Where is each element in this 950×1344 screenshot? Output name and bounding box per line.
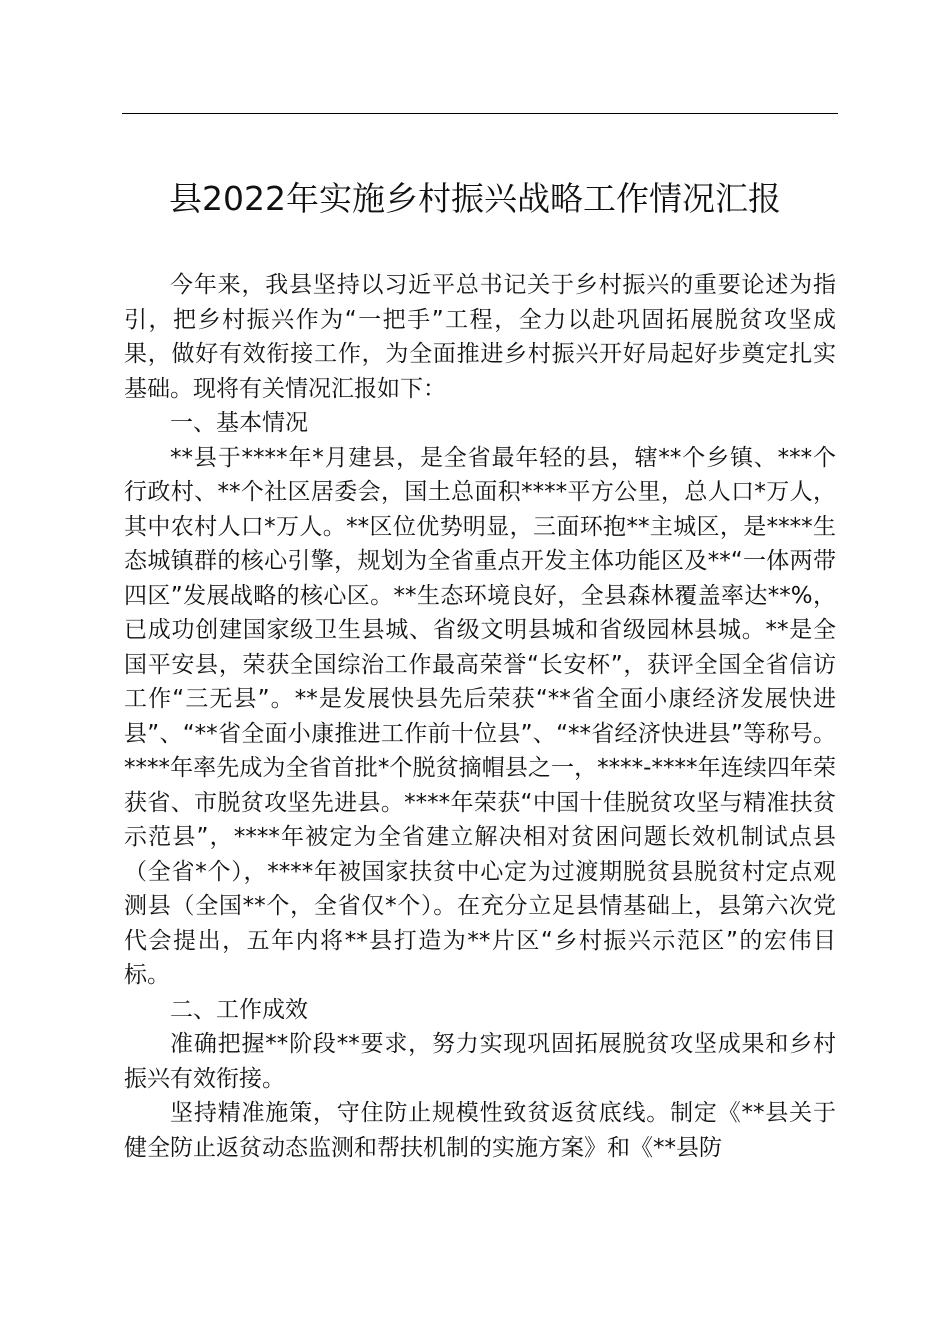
header-rule	[122, 113, 838, 114]
work-results-paragraph: 准确把握**阶段**要求，努力实现巩固拓展脱贫攻坚成果和乡村振兴有效衔接。	[124, 1031, 836, 1092]
precise-policy-paragraph: 坚持精准施策，守住防止规模性致贫返贫底线。制定《**县关于健全防止返贫动态监测和帮扶机制的实施方案》和《**县防	[124, 1100, 836, 1161]
section-heading-work-results: 二、工作成效	[170, 996, 308, 1023]
document-title: 县2022年实施乡村振兴战略工作情况汇报	[169, 179, 781, 218]
basic-situation-paragraph: **县于****年*月建县，是全省最年轻的县，辖**个乡镇、***个行政村、**个社区居委会，国土总面积****平方公里，总人口*万人，其中农村人口*万人。**区位优势明显，三面环抱**主城区，是****生态城镇群的核心引擎，规划为全省重点开发主体功能区及**“一体两带四区”发展战略的核心区。**生态环境良好，全县森林覆盖率达**%，已成功创建国家级卫生县城、省级文明县城和省级园林县城。**是全国平安县，荣获全国综治工作最高荣誉“长安杯”，获评全国全省信访工作“三无县”。**是发展快县先后荣获“**省全面小康经济发展快进县”、“**省全面小康推进工作前十位县”、“**省经济快进县”等称号。****年率先成为全省首批*个脱贫摘帽县之一，****-****年连续四年荣获省、市脱贫攻坚先进县。****年荣获“中国十佳脱贫攻坚与精准扶贫示范县”，****年被定为全省建立解决相对贫困问题长效机制试点县（全省*个），****年被国家扶贫中心定为过渡期脱贫县脱贫村定点观测县（全国**个，全省仅*个）。在充分立足县情基础上，县第六次党代会提出，五年内将**县打造为**片区“乡村振兴示范区”的宏伟目标。	[124, 444, 836, 988]
section-heading-basic-situation: 一、基本情况	[170, 410, 308, 436]
document-body	[124, 268, 836, 1165]
intro-paragraph: 今年来，我县坚持以习近平总书记关于乡村振兴的重要论述为指引，把乡村振兴作为“一把手”工程，全力以赴巩固拓展脱贫攻坚成果，做好有效衔接工作，为全面推进乡村振兴开好局起好步奠定扎实基础。现将有关情况汇报如下：	[124, 272, 836, 402]
